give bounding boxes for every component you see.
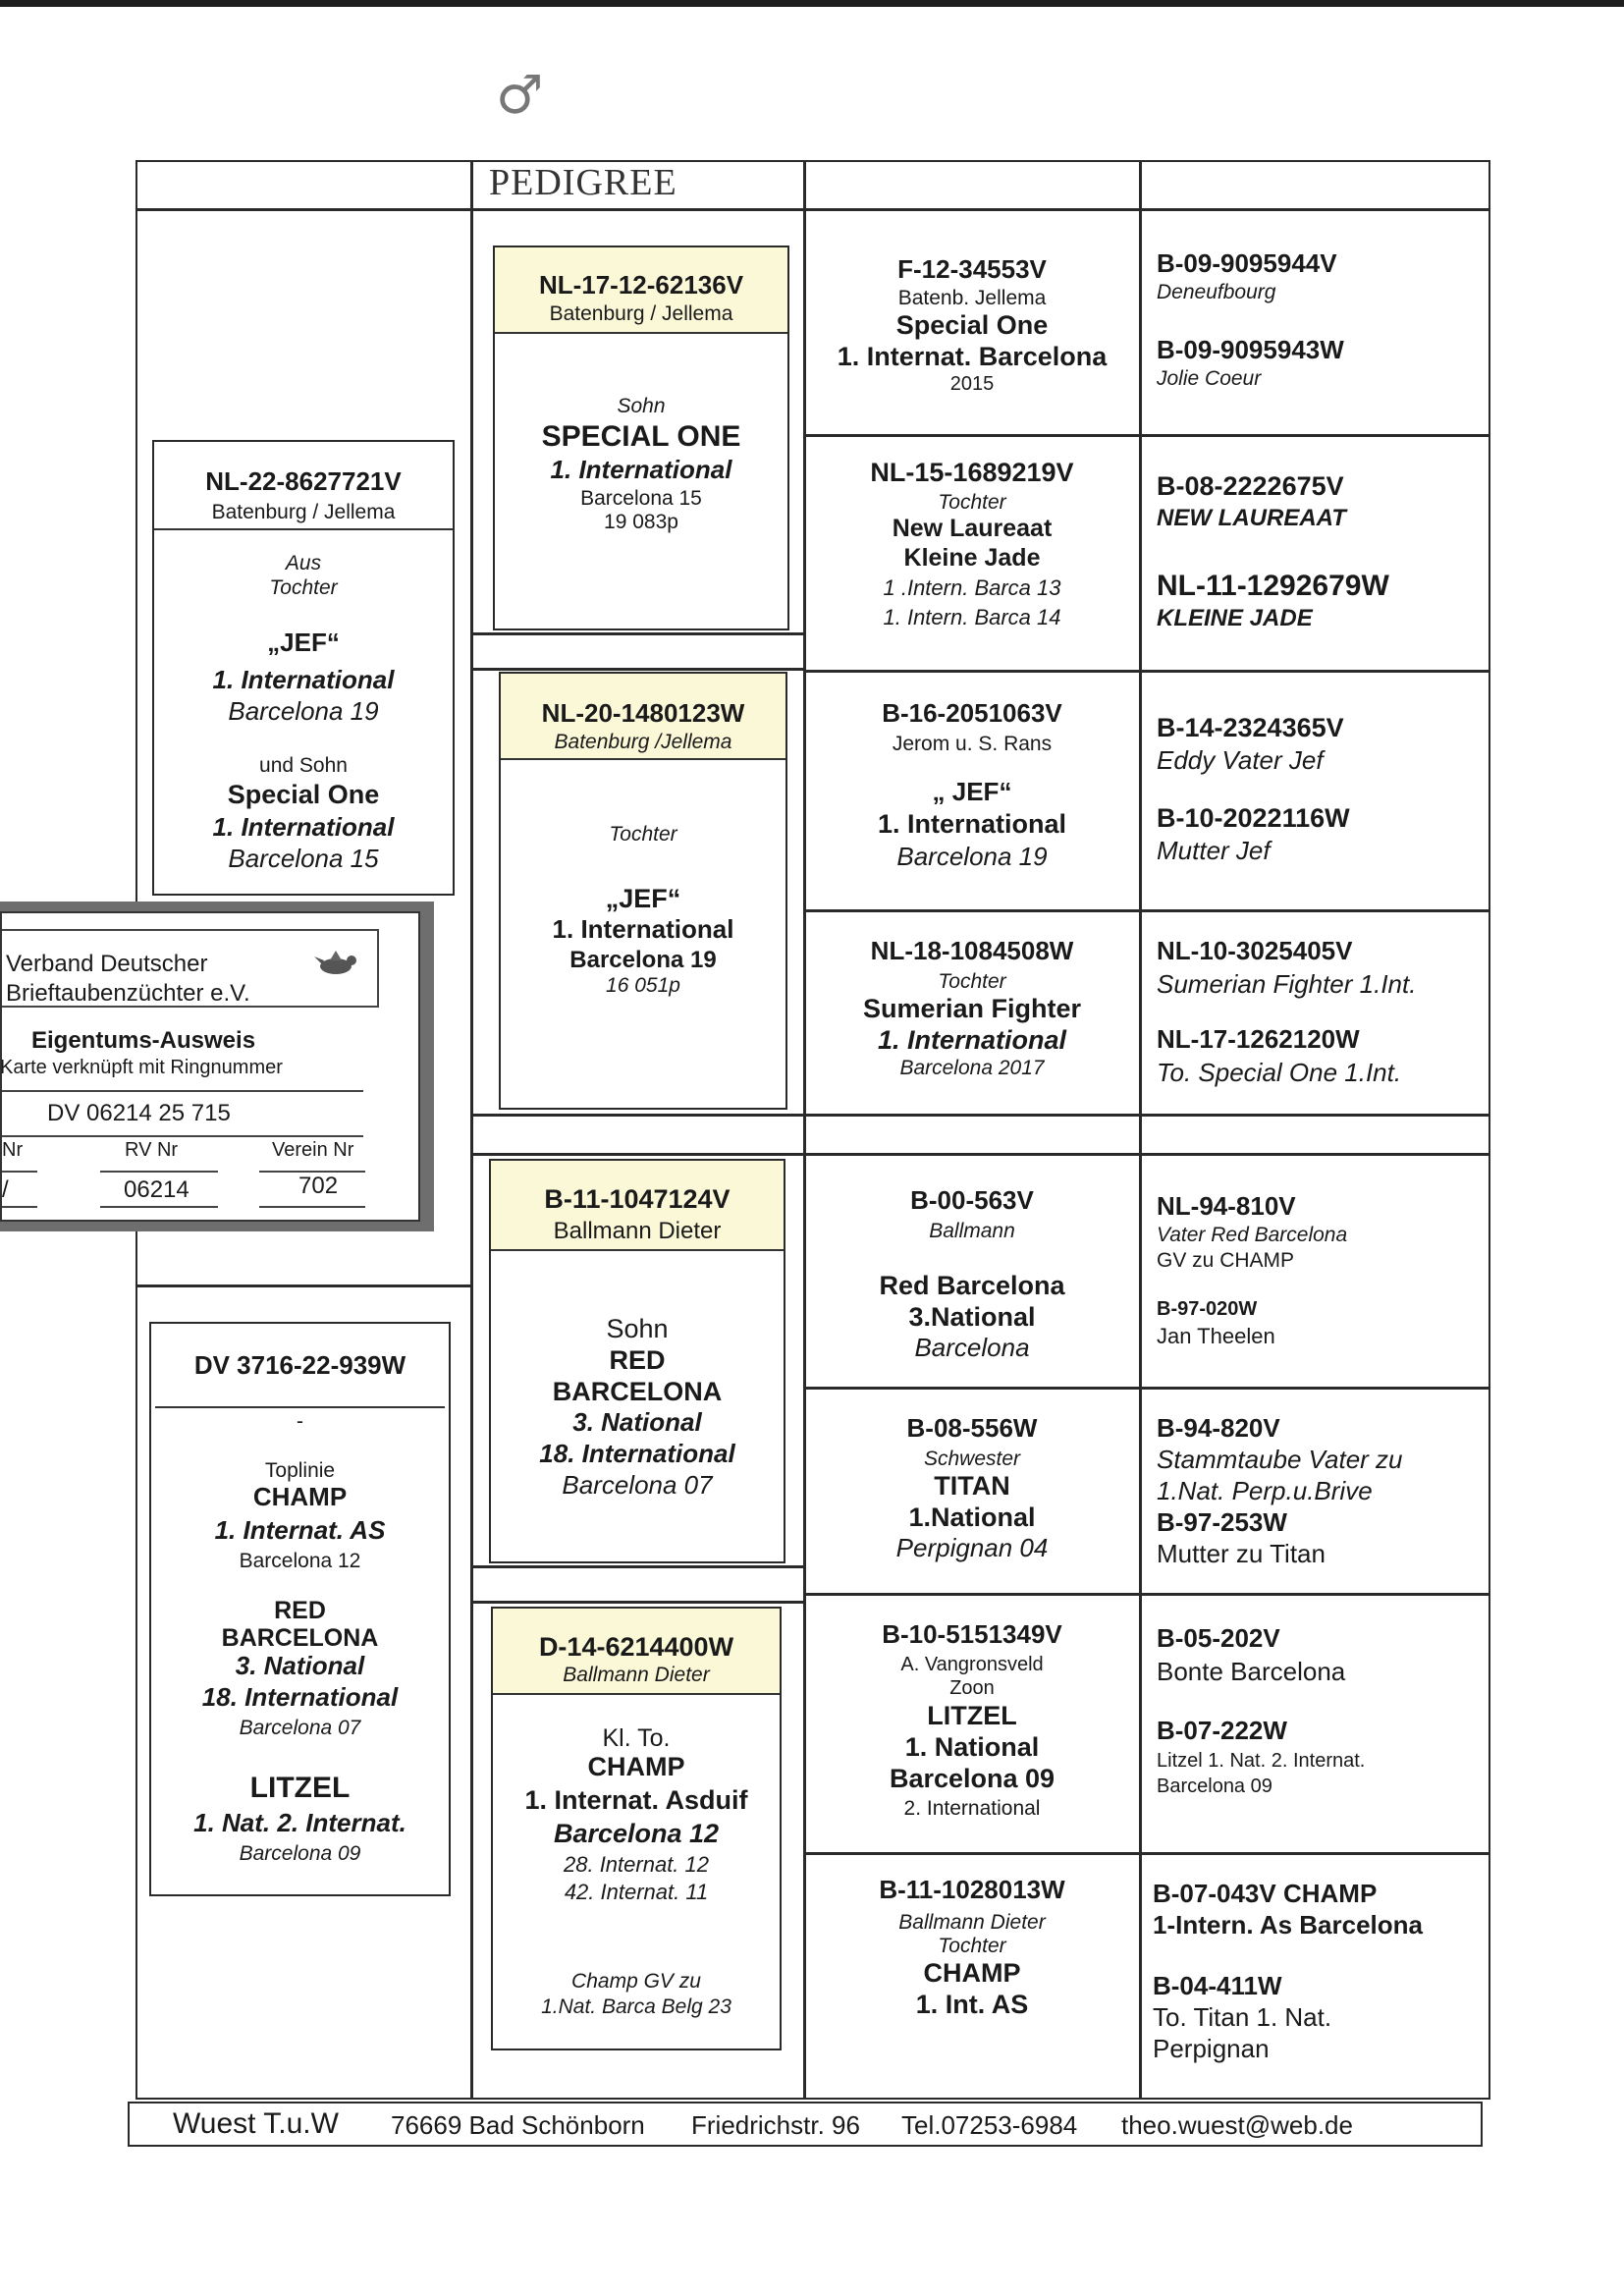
gp2-ring: NL-15-1689219V [870, 458, 1074, 487]
gp3-ring: B-16-2051063V [882, 698, 1062, 728]
ggp6-a-note2: 1.Nat. Perp.u.Brive [1157, 1476, 1373, 1505]
subject-award1: 1. International [212, 665, 395, 694]
parent-divider-4 [470, 1601, 803, 1604]
card-col2-underline [100, 1206, 218, 1208]
great-grandparent-pair-8 [1151, 1878, 1489, 2098]
parent1-separator [495, 332, 787, 334]
gp3-line2: „ JEF“ [932, 777, 1012, 806]
dam-ring: DV 3716-22-939W [193, 1350, 406, 1380]
card-col2-value: 06214 [124, 1176, 189, 1203]
parent4-name: CHAMP [587, 1752, 685, 1781]
subject-name: „JEF“ [267, 628, 340, 657]
subject-box [152, 440, 455, 896]
ggp6-b-note: Mutter zu Titan [1157, 1539, 1326, 1568]
parent-box-4 [491, 1607, 782, 2050]
ggp5-a-note2: GV zu CHAMP [1157, 1249, 1295, 1272]
parent1-ring: NL-17-12-62136V [538, 270, 744, 300]
card-col1-value: / [2, 1176, 9, 1203]
dam-award1: 1. Internat. AS [214, 1515, 386, 1545]
dam-name2b: BARCELONA [221, 1624, 379, 1652]
ggp8-b-ring: B-04-411W [1153, 1971, 1282, 2000]
ggp2-b-ring: NL-11-1292679W [1157, 570, 1389, 602]
parent3-line2: 3. National [572, 1407, 702, 1437]
parent1-rel: Sohn [617, 395, 666, 417]
dam-award4: 18. International [201, 1682, 399, 1712]
parent2-breeder: Batenburg /Jellema [554, 731, 732, 753]
dam-award6: 1. Nat. 2. Internat. [193, 1808, 406, 1837]
card-col3-label: Verein Nr [272, 1139, 354, 1161]
gp7-ring: B-10-5151349V [882, 1619, 1062, 1649]
great-grandparent-pair-7 [1155, 1622, 1489, 1848]
ggp3-b-note: Mutter Jef [1157, 836, 1271, 865]
gp-row-line-3 [803, 909, 1490, 912]
ggp1-a-ring: B-09-9095944V [1157, 248, 1337, 278]
dam-award5: Barcelona 07 [239, 1717, 361, 1739]
dam-name3: LITZEL [249, 1772, 351, 1804]
footer-city: 76669 Bad Schönborn [391, 2110, 645, 2140]
gp2-line3: Kleine Jade [903, 544, 1041, 572]
parent1-breeder: Batenburg / Jellema [549, 302, 733, 325]
parent2-line2: Barcelona 19 [569, 947, 717, 973]
great-grandparent-pair-4 [1155, 935, 1489, 1112]
gp1-line3: 1. Internat. Barcelona [837, 342, 1108, 371]
ggp7-b-ring: B-07-222W [1157, 1716, 1287, 1745]
ggp2-a-ring: B-08-2222675V [1157, 471, 1344, 501]
parent4-line3: 28. Internat. 12 [564, 1852, 709, 1877]
gp8-line3: CHAMP [923, 1958, 1021, 1988]
gp1-line1: Batenb. Jellema [897, 287, 1047, 309]
great-grandparent-pair-6 [1155, 1412, 1489, 1589]
dam-award2: Barcelona 12 [239, 1550, 361, 1572]
gp4-line4: Barcelona 2017 [899, 1057, 1045, 1079]
ggp7-b-note2: Barcelona 09 [1157, 1776, 1272, 1797]
parent3-name: RED [609, 1345, 666, 1375]
ggp7-a-ring: B-05-202V [1157, 1623, 1280, 1653]
parent4-ring: D-14-6214400W [538, 1632, 734, 1662]
ggp6-a-note: Stammtaube Vater zu [1157, 1445, 1403, 1474]
grandparent-7 [805, 1618, 1139, 1850]
ggp4-a-ring: NL-10-3025405V [1157, 936, 1353, 965]
pigeon-logo-icon [312, 947, 361, 980]
col-divider-3 [1139, 160, 1142, 2100]
card-ring-number: DV 06214 25 715 [47, 1100, 231, 1126]
gp7-line3: LITZEL [927, 1701, 1017, 1730]
parent3-line1: BARCELONA [552, 1377, 723, 1406]
card-col3-value: 702 [298, 1173, 339, 1199]
card-col1-underline [2, 1206, 37, 1208]
col-divider-1 [470, 160, 473, 2100]
parent2-rel: Tochter [609, 823, 677, 846]
ggp3-a-ring: B-14-2324365V [1157, 713, 1344, 742]
ggp5-b-note: Jan Theelen [1157, 1324, 1275, 1348]
ggp7-b-note: Litzel 1. Nat. 2. Internat. [1157, 1750, 1366, 1772]
parent2-name: „JEF“ [605, 884, 681, 913]
parent-divider-1 [470, 632, 803, 635]
card-col1-topline [2, 1171, 37, 1173]
gp4-ring: NL-18-1084508W [870, 936, 1074, 965]
subject-award4: Barcelona 15 [228, 844, 379, 873]
center-divider-bottom [470, 1153, 1490, 1156]
gp4-line3: 1. International [877, 1025, 1067, 1055]
ggp7-a-note: Bonte Barcelona [1157, 1657, 1346, 1686]
gp8-ring: B-11-1028013W [879, 1875, 1065, 1904]
footer-street: Friedrichstr. 96 [691, 2110, 860, 2140]
center-divider-top [470, 1114, 1490, 1117]
ggp8-a-note: 1-Intern. As Barcelona [1153, 1910, 1424, 1940]
ggp4-b-note: To. Special One 1.Int. [1157, 1058, 1402, 1087]
gp3-line3: 1. International [877, 809, 1067, 839]
grandparent-4 [805, 935, 1139, 1112]
parent3-separator [491, 1249, 784, 1251]
parent-box-2 [499, 672, 787, 1110]
parent4-line2: Barcelona 12 [553, 1819, 720, 1848]
gp4-line2: Sumerian Fighter [862, 994, 1082, 1023]
gp7-line1: A. Vangronsveld [900, 1654, 1044, 1675]
gp5-ring: B-00-563V [910, 1185, 1034, 1215]
grandparent-3 [805, 697, 1139, 903]
great-grandparent-pair-5 [1155, 1190, 1489, 1387]
gp6-ring: B-08-556W [906, 1413, 1038, 1443]
parent3-line4: Barcelona 07 [562, 1470, 713, 1500]
top-border-rule [0, 0, 1624, 7]
gp1-line4: 2015 [949, 373, 995, 395]
gp6-line2: TITAN [934, 1471, 1010, 1501]
parent4-line1: 1. Internat. Asduif [524, 1785, 748, 1815]
footer-phone: Tel.07253-6984 [901, 2110, 1078, 2140]
ggp3-a-note: Eddy Vater Jef [1157, 745, 1324, 775]
subject-separator [154, 528, 453, 530]
card-col3-underline [259, 1206, 365, 1208]
card-org-line2: Brieftaubenzüchter e.V. [6, 980, 250, 1007]
grandparent-6 [805, 1414, 1139, 1591]
gp7-line5: Barcelona 09 [889, 1764, 1056, 1793]
parent-box-3 [489, 1159, 785, 1563]
gp5-line2: Red Barcelona [879, 1271, 1065, 1300]
parent-divider-3 [470, 1565, 803, 1568]
parent1-line1: 1. International [550, 455, 732, 484]
parent1-line2: Barcelona 15 [580, 487, 702, 510]
gp2-line5: 1. Intern. Barca 14 [883, 605, 1061, 629]
parent3-rel: Sohn [606, 1314, 669, 1343]
parent4-line4: 42. Internat. 11 [564, 1880, 709, 1904]
footer-email: theo.wuest@web.de [1121, 2110, 1353, 2140]
parent-box-1 [493, 246, 789, 630]
parent4-breeder: Ballmann Dieter [563, 1664, 710, 1686]
gp-row-line-1 [803, 434, 1490, 437]
ggp8-a-ring: B-07-043V CHAMP [1153, 1879, 1378, 1908]
ggp1-b-note: Jolie Coeur [1157, 367, 1262, 390]
footer-name: Wuest T.u.W [173, 2107, 339, 2140]
gp3-line1: Jerom u. S. Rans [892, 733, 1053, 755]
dam-box [149, 1322, 451, 1896]
gp6-line1: Schwester [923, 1448, 1021, 1470]
gp2-line1: Tochter [938, 491, 1006, 514]
parent1-name: SPECIAL ONE [541, 420, 741, 453]
card-title: Eigentums-Ausweis [31, 1027, 256, 1054]
subject-line2: Tochter [269, 576, 338, 599]
ggp6-a-ring: B-94-820V [1157, 1413, 1280, 1443]
ggp4-b-ring: NL-17-1262120W [1157, 1024, 1360, 1054]
parent2-line3: 16 051p [606, 974, 680, 997]
footer-box [128, 2102, 1483, 2147]
subject-and-line: und Sohn [259, 754, 348, 777]
gp5-line4: Barcelona [914, 1333, 1030, 1362]
subject-name2: Special One [227, 780, 380, 809]
card-col2-topline [100, 1171, 218, 1173]
dam-name2a: RED [274, 1597, 326, 1624]
gp7-line2: Zoon [949, 1677, 995, 1699]
great-grandparent-pair-1 [1155, 247, 1489, 434]
ggp5-b-ring: B-97-020W [1157, 1298, 1258, 1320]
gp7-line6: 2. International [903, 1797, 1041, 1820]
dam-separator [155, 1406, 445, 1408]
subject-breeder: Batenburg / Jellema [211, 501, 396, 523]
ggp8-b-note: To. Titan 1. Nat. [1153, 2002, 1332, 2032]
parent2-separator [501, 758, 785, 760]
gp4-line1: Tochter [938, 970, 1006, 993]
ggp8-b-note2: Perpignan [1153, 2034, 1270, 2063]
parent-divider-2 [470, 668, 803, 671]
parent2-line1: 1. International [552, 914, 734, 944]
card-ring-underline [2, 1135, 363, 1137]
ownership-card [0, 911, 420, 1222]
parent2-ring: NL-20-1480123W [541, 698, 745, 728]
gp-row-line-6 [803, 1852, 1490, 1855]
ggp1-a-note: Deneufbourg [1157, 281, 1276, 303]
gp6-line4: Perpignan 04 [895, 1533, 1049, 1562]
ggp1-b-ring: B-09-9095943W [1157, 335, 1344, 364]
parent3-line3: 18. International [539, 1439, 735, 1468]
parent4-line6: 1.Nat. Barca Belg 23 [541, 1995, 731, 2018]
gp2-line2: New Laureaat [892, 515, 1053, 542]
grandparent-5 [805, 1184, 1139, 1387]
ggp3-b-ring: B-10-2022116W [1157, 803, 1350, 833]
grandparent-2 [805, 456, 1139, 670]
gp2-line4: 1 .Intern. Barca 13 [883, 575, 1061, 600]
gp-row-line-4 [803, 1387, 1490, 1390]
parent3-ring: B-11-1047124V [544, 1184, 731, 1214]
header-row-line [135, 208, 1490, 211]
gp8-line4: 1. Int. AS [915, 1990, 1029, 2019]
gp6-line3: 1.National [908, 1503, 1036, 1532]
subject-ring: NL-22-8627721V [205, 466, 402, 496]
card-col2-label: RV Nr [125, 1139, 179, 1161]
card-org-line1: Verband Deutscher [6, 951, 208, 977]
subject-award2: Barcelona 19 [228, 696, 379, 726]
grandparent-8 [805, 1876, 1139, 2092]
card-col1-label: Nr [2, 1139, 24, 1161]
gp1-line2: Special One [895, 310, 1049, 340]
page-title: PEDIGREE [489, 162, 677, 203]
grandparent-1 [805, 251, 1139, 434]
parent1-line3: 19 083p [604, 511, 678, 533]
gp5-line3: 3.National [908, 1302, 1036, 1332]
dam-line1: Toplinie [264, 1459, 336, 1482]
parent3-breeder: Ballmann Dieter [553, 1218, 722, 1244]
parent4-line5: Champ GV zu [571, 1970, 701, 1993]
gp8-line2: Tochter [938, 1935, 1006, 1957]
gp1-ring: F-12-34553V [897, 254, 1047, 284]
parent4-separator [493, 1693, 780, 1695]
ggp5-a-ring: NL-94-810V [1157, 1191, 1296, 1221]
subject-award3: 1. International [212, 812, 395, 842]
subject-line1: Aus [285, 552, 322, 574]
dam-award3: 3. National [235, 1651, 365, 1680]
great-grandparent-pair-3 [1155, 711, 1489, 907]
great-grandparent-pair-2 [1155, 469, 1489, 666]
ggp6-b-ring: B-97-253W [1157, 1507, 1287, 1537]
left-col-divider [135, 1284, 470, 1287]
gp-row-line-5 [803, 1593, 1490, 1596]
male-symbol-icon: ♂ [496, 64, 544, 126]
gp-row-line-2 [803, 670, 1490, 673]
gp3-line4: Barcelona 19 [896, 842, 1048, 871]
dam-dash: - [297, 1410, 303, 1433]
ggp4-a-note: Sumerian Fighter 1.Int. [1157, 969, 1417, 999]
ggp2-b-note: KLEINE JADE [1157, 605, 1313, 631]
parent4-rel: Kl. To. [602, 1724, 671, 1752]
dam-name: CHAMP [252, 1482, 348, 1511]
gp5-line1: Ballmann [929, 1220, 1015, 1242]
gp7-line4: 1. National [904, 1732, 1040, 1762]
ggp2-a-note: NEW LAUREAAT [1157, 505, 1346, 531]
card-subtitle: Karte verknüpft mit Ringnummer [0, 1057, 283, 1078]
card-ring-topline [2, 1090, 363, 1092]
ggp5-a-note: Vater Red Barcelona [1157, 1224, 1348, 1246]
dam-award7: Barcelona 09 [239, 1842, 361, 1865]
gp8-line1: Ballmann Dieter [898, 1911, 1046, 1934]
